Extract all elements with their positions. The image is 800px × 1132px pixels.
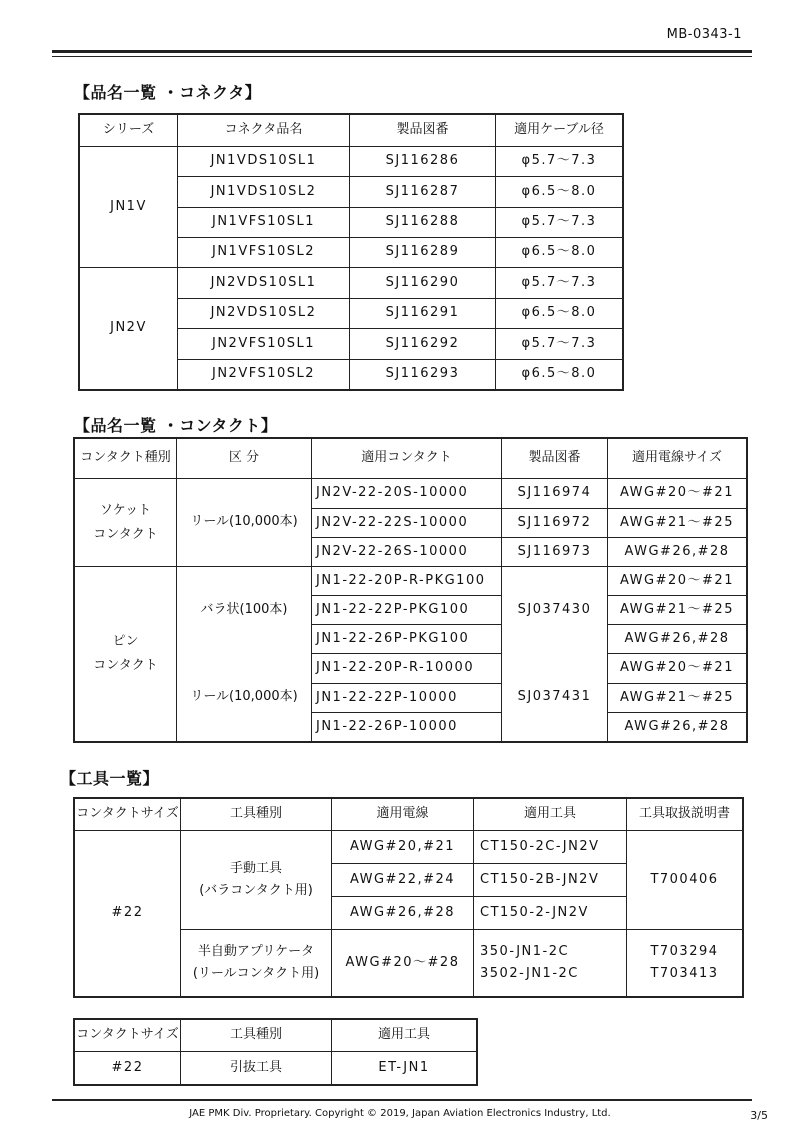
- header-rule: [52, 50, 752, 53]
- contact-table: [74, 438, 747, 742]
- contact-type-line: ピン: [112, 634, 139, 649]
- page-number: 3/5: [750, 1109, 768, 1122]
- cable-diameter: φ6.5～8.0: [496, 360, 623, 390]
- header-applicable-tool: 適用工具: [332, 1020, 477, 1052]
- cable-diameter: φ5.7～7.3: [496, 147, 623, 177]
- header-cable-diameter: 適用ケーブル径: [496, 115, 623, 147]
- applicable-tool: CT150-2C-JN2V: [474, 831, 627, 864]
- cable-diameter: φ5.7～7.3: [496, 329, 623, 360]
- tool-type-line: (バラコンタクト用): [199, 883, 313, 898]
- cable-diameter: φ5.7～7.3: [496, 268, 623, 299]
- header-contact-type: コンタクト種別: [75, 439, 177, 479]
- applicable-tool: CT150-2-JN2V: [474, 897, 627, 930]
- contact-part-number: JN1-22-22P-PKG100: [312, 596, 502, 625]
- tool-type-line: (リールコンタクト用): [192, 966, 320, 981]
- header-tool-type: 工具種別: [181, 799, 332, 831]
- header-applicable-tool: 適用工具: [474, 799, 627, 831]
- applicable-tool: [474, 930, 627, 997]
- cable-diameter: φ6.5～8.0: [496, 238, 623, 268]
- wire-size: AWG#26,#28: [608, 713, 747, 742]
- drawing-number: SJ037431: [502, 654, 608, 742]
- connector-name: JN1VDS10SL2: [178, 177, 350, 208]
- tools-section-heading: 【工具一覧】: [60, 769, 160, 788]
- contact-part-number: JN2V-22-22S-10000: [312, 509, 502, 538]
- tool-type-line: 手動工具: [229, 861, 282, 876]
- tool-type-hand: [181, 831, 332, 930]
- header-rule-thin: [52, 56, 752, 57]
- contact-part-number: JN1-22-22P-10000: [312, 684, 502, 713]
- applicable-wire: AWG#20,#21: [332, 831, 474, 864]
- division-cell: リール(10,000本): [177, 654, 312, 742]
- applicable-tool-line: 350-JN1-2C: [480, 944, 570, 959]
- extraction-tool-table: [74, 1019, 477, 1085]
- contact-size-cell: #22: [75, 831, 181, 997]
- header-drawing-number: 製品図番: [350, 115, 496, 147]
- header-contact-size: コンタクトサイズ: [75, 799, 181, 831]
- header-connector-name: コネクタ品名: [178, 115, 350, 147]
- tool-manual-line: T703294: [650, 944, 719, 959]
- cable-diameter: φ6.5～8.0: [496, 299, 623, 329]
- contact-part-number: JN2V-22-26S-10000: [312, 538, 502, 567]
- header-series: シリーズ: [80, 115, 178, 147]
- connector-name: JN2VFS10SL1: [178, 329, 350, 360]
- contact-part-number: JN1-22-20P-R-PKG100: [312, 567, 502, 596]
- connector-section-heading: 【品名一覧 ・コネクタ】: [74, 83, 262, 102]
- tools-table: [74, 798, 743, 997]
- tool-type-line: 半自動アプリケータ: [197, 944, 315, 959]
- contact-part-number: JN1-22-26P-PKG100: [312, 625, 502, 654]
- tool-type-cell: 引抜工具: [181, 1052, 332, 1085]
- applicable-wire: AWG#22,#24: [332, 864, 474, 897]
- header-wire-size: 適用電線サイズ: [608, 439, 747, 479]
- wire-size: AWG#21～#25: [608, 684, 747, 713]
- drawing-number: SJ116286: [350, 147, 496, 177]
- drawing-number: SJ116293: [350, 360, 496, 390]
- applicable-wire: AWG#20～#28: [332, 930, 474, 997]
- wire-size: AWG#21～#25: [608, 509, 747, 538]
- connector-name: JN2VFS10SL2: [178, 360, 350, 390]
- header-applicable-contact: 適用コンタクト: [312, 439, 502, 479]
- tool-type-applicator: [181, 930, 332, 997]
- contact-part-number: JN1-22-26P-10000: [312, 713, 502, 742]
- contact-type-socket: [75, 479, 177, 567]
- contact-part-number: JN2V-22-20S-10000: [312, 479, 502, 509]
- wire-size: AWG#26,#28: [608, 625, 747, 654]
- connector-table: [79, 114, 623, 390]
- tool-manual: T700406: [627, 831, 743, 930]
- contact-section-heading: 【品名一覧 ・コンタクト】: [74, 416, 278, 435]
- applicable-tool-line: 3502-JN1-2C: [480, 966, 579, 981]
- drawing-number: SJ116289: [350, 238, 496, 268]
- division-cell: リール(10,000本): [177, 479, 312, 567]
- contact-part-number: JN1-22-20P-R-10000: [312, 654, 502, 684]
- applicable-tool: CT150-2B-JN2V: [474, 864, 627, 897]
- wire-size: AWG#20～#21: [608, 567, 747, 596]
- header-drawing-number: 製品図番: [502, 439, 608, 479]
- connector-name: JN2VDS10SL1: [178, 268, 350, 299]
- header-tool-type: 工具種別: [181, 1020, 332, 1052]
- connector-name: JN2VDS10SL2: [178, 299, 350, 329]
- drawing-number: SJ116973: [502, 538, 608, 567]
- applicable-wire: AWG#26,#28: [332, 897, 474, 930]
- drawing-number: SJ116292: [350, 329, 496, 360]
- wire-size: AWG#20～#21: [608, 479, 747, 509]
- header-tool-manual: 工具取扱説明書: [627, 799, 743, 831]
- tool-manual-line: T703413: [650, 966, 719, 981]
- drawing-number: SJ116974: [502, 479, 608, 509]
- contact-type-line: コンタクト: [93, 526, 158, 542]
- contact-type-line: コンタクト: [93, 658, 158, 673]
- wire-size: AWG#26,#28: [608, 538, 747, 567]
- drawing-number: SJ116291: [350, 299, 496, 329]
- tool-manual: [627, 930, 743, 997]
- series-cell: JN2V: [80, 268, 178, 390]
- cable-diameter: φ5.7～7.3: [496, 208, 623, 238]
- contact-size-cell: #22: [75, 1052, 181, 1085]
- drawing-number: SJ116288: [350, 208, 496, 238]
- document-number: MB-0343-1: [666, 27, 742, 42]
- wire-size: AWG#21～#25: [608, 596, 747, 625]
- header-division: 区 分: [177, 439, 312, 479]
- connector-name: JN1VFS10SL2: [178, 238, 350, 268]
- drawing-number: SJ037430: [502, 567, 608, 654]
- applicable-tool: ET-JN1: [332, 1052, 477, 1085]
- connector-name: JN1VDS10SL1: [178, 147, 350, 177]
- drawing-number: SJ116972: [502, 509, 608, 538]
- drawing-number: SJ116287: [350, 177, 496, 208]
- series-cell: JN1V: [80, 147, 178, 268]
- connector-name: JN1VFS10SL1: [178, 208, 350, 238]
- division-cell: バラ状(100本): [177, 567, 312, 654]
- header-contact-size: コンタクトサイズ: [75, 1020, 181, 1052]
- contact-type-line: ソケット: [99, 502, 152, 518]
- drawing-number: SJ116290: [350, 268, 496, 299]
- footer-rule: [52, 1099, 752, 1101]
- wire-size: AWG#20～#21: [608, 654, 747, 684]
- footer-copyright: JAE PMK Div. Proprietary. Copyright © 2019, Japan Aviation Electronics Industry, Ltd.: [189, 1108, 611, 1119]
- cable-diameter: φ6.5～8.0: [496, 177, 623, 208]
- contact-type-pin: [75, 567, 177, 742]
- header-applicable-wire: 適用電線: [332, 799, 474, 831]
